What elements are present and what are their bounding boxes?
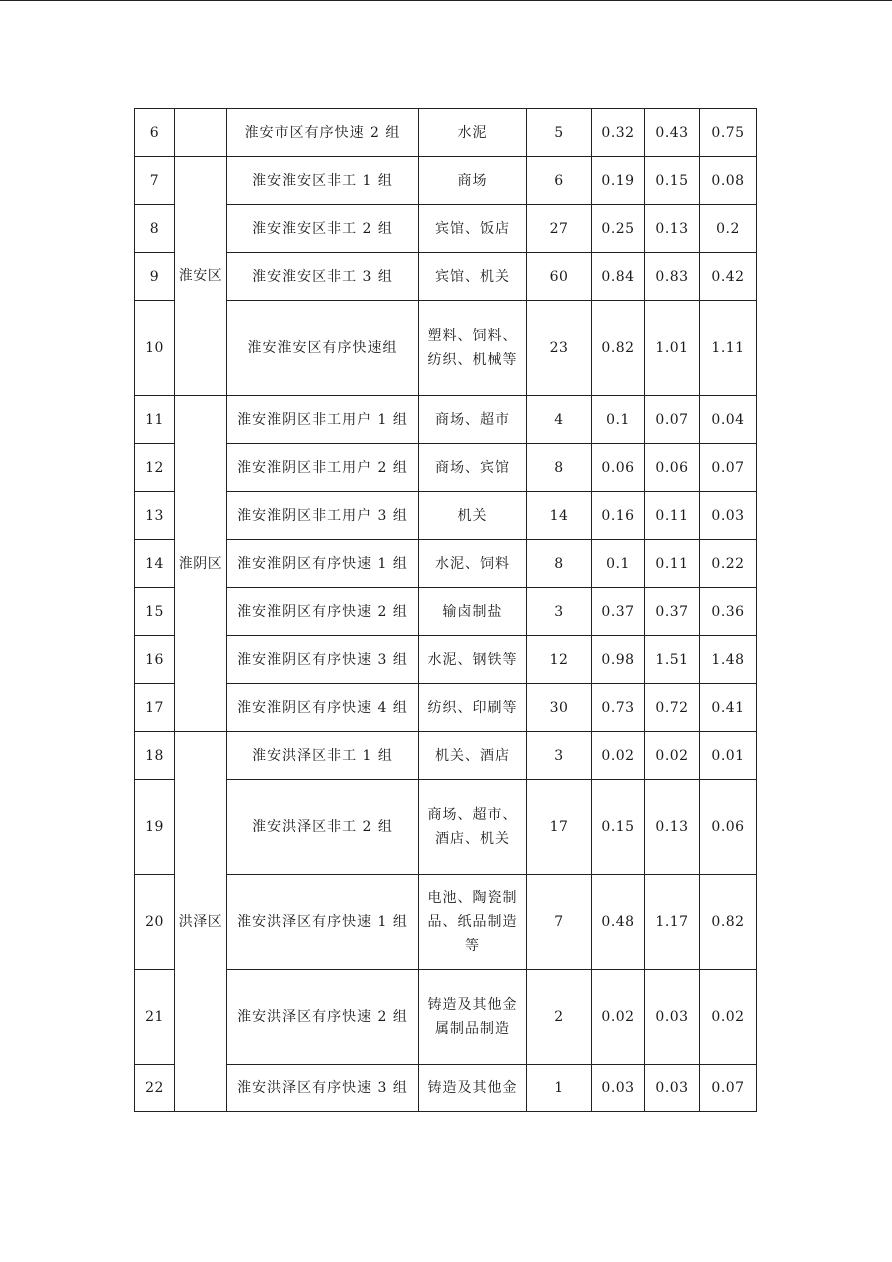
industry: 宾馆、机关 [419, 253, 527, 301]
value-3: 0.75 [700, 109, 757, 157]
group-name: 淮安淮阴区有序快速 4 组 [227, 684, 419, 732]
industry: 机关 [419, 492, 527, 540]
industry: 输卤制盐 [419, 588, 527, 636]
row-number: 16 [135, 636, 175, 684]
table-row [135, 444, 757, 492]
group-name: 淮安洪泽区有序快速 2 组 [227, 970, 419, 1065]
user-count: 6 [527, 157, 592, 205]
value-3: 0.2 [700, 205, 757, 253]
value-1: 0.03 [592, 1065, 645, 1112]
table-row [135, 780, 757, 875]
value-2: 0.15 [645, 157, 700, 205]
industry: 水泥、钢铁等 [419, 636, 527, 684]
district-cell: 淮安区 [175, 157, 227, 396]
industry: 商场、超市、酒店、机关 [419, 780, 527, 875]
group-name: 淮安洪泽区非工 1 组 [227, 732, 419, 780]
value-3: 0.01 [700, 732, 757, 780]
industry: 铸造及其他金 [419, 1065, 527, 1112]
value-2: 1.51 [645, 636, 700, 684]
value-1: 0.06 [592, 444, 645, 492]
row-number: 17 [135, 684, 175, 732]
industry: 宾馆、饭店 [419, 205, 527, 253]
value-2: 0.02 [645, 732, 700, 780]
row-number: 20 [135, 875, 175, 970]
value-3: 0.08 [700, 157, 757, 205]
district-cell: 洪泽区 [175, 732, 227, 1112]
value-3: 0.07 [700, 1065, 757, 1112]
value-1: 0.48 [592, 875, 645, 970]
user-count: 23 [527, 301, 592, 396]
industry: 商场 [419, 157, 527, 205]
value-3: 1.48 [700, 636, 757, 684]
value-1: 0.84 [592, 253, 645, 301]
row-number: 8 [135, 205, 175, 253]
row-number: 15 [135, 588, 175, 636]
row-number: 19 [135, 780, 175, 875]
group-name: 淮安洪泽区非工 2 组 [227, 780, 419, 875]
user-count: 3 [527, 588, 592, 636]
value-1: 0.1 [592, 540, 645, 588]
user-count: 4 [527, 396, 592, 444]
row-number: 7 [135, 157, 175, 205]
value-1: 0.15 [592, 780, 645, 875]
industry: 商场、宾馆 [419, 444, 527, 492]
value-1: 0.37 [592, 588, 645, 636]
table-row [135, 588, 757, 636]
value-3: 0.04 [700, 396, 757, 444]
table-row [135, 157, 757, 205]
group-name: 淮安淮安区非工 2 组 [227, 205, 419, 253]
value-1: 0.1 [592, 396, 645, 444]
value-1: 0.32 [592, 109, 645, 157]
table-row [135, 684, 757, 732]
table-row [135, 540, 757, 588]
row-number: 18 [135, 732, 175, 780]
table-row [135, 732, 757, 780]
row-number: 6 [135, 109, 175, 157]
user-count: 3 [527, 732, 592, 780]
table-row [135, 253, 757, 301]
value-1: 0.82 [592, 301, 645, 396]
value-1: 0.73 [592, 684, 645, 732]
value-3: 0.41 [700, 684, 757, 732]
industry: 机关、酒店 [419, 732, 527, 780]
user-count: 8 [527, 540, 592, 588]
group-name: 淮安淮阴区非工用户 3 组 [227, 492, 419, 540]
user-count: 27 [527, 205, 592, 253]
industry: 铸造及其他金属制品制造 [419, 970, 527, 1065]
group-name: 淮安淮阴区非工用户 1 组 [227, 396, 419, 444]
value-1: 0.19 [592, 157, 645, 205]
group-name: 淮安洪泽区有序快速 3 组 [227, 1065, 419, 1112]
value-2: 0.43 [645, 109, 700, 157]
row-number: 9 [135, 253, 175, 301]
value-3: 0.07 [700, 444, 757, 492]
user-count: 17 [527, 780, 592, 875]
value-2: 0.13 [645, 780, 700, 875]
table-row [135, 636, 757, 684]
value-2: 0.37 [645, 588, 700, 636]
row-number: 10 [135, 301, 175, 396]
value-3: 0.36 [700, 588, 757, 636]
group-name: 淮安淮阴区有序快速 2 组 [227, 588, 419, 636]
value-3: 0.22 [700, 540, 757, 588]
table-row [135, 970, 757, 1065]
table-row [135, 492, 757, 540]
row-number: 21 [135, 970, 175, 1065]
value-1: 0.25 [592, 205, 645, 253]
industry: 水泥、饲料 [419, 540, 527, 588]
row-number: 12 [135, 444, 175, 492]
value-3: 1.11 [700, 301, 757, 396]
industry: 电池、陶瓷制品、纸品制造等 [419, 875, 527, 970]
group-name: 淮安淮安区有序快速组 [227, 301, 419, 396]
industry: 商场、超市 [419, 396, 527, 444]
value-1: 0.16 [592, 492, 645, 540]
page-top-border [0, 0, 892, 1]
group-name: 淮安淮阴区非工用户 2 组 [227, 444, 419, 492]
user-count: 14 [527, 492, 592, 540]
value-2: 0.11 [645, 492, 700, 540]
row-number: 11 [135, 396, 175, 444]
value-2: 1.01 [645, 301, 700, 396]
user-count: 8 [527, 444, 592, 492]
row-number: 14 [135, 540, 175, 588]
industry: 纺织、印刷等 [419, 684, 527, 732]
table-row [135, 875, 757, 970]
table-row [135, 205, 757, 253]
load-group-table [134, 108, 757, 1112]
user-count: 5 [527, 109, 592, 157]
user-count: 1 [527, 1065, 592, 1112]
value-2: 0.83 [645, 253, 700, 301]
user-count: 2 [527, 970, 592, 1065]
group-name: 淮安淮安区非工 3 组 [227, 253, 419, 301]
table-row [135, 396, 757, 444]
value-1: 0.02 [592, 970, 645, 1065]
value-2: 0.11 [645, 540, 700, 588]
table-row [135, 1065, 757, 1112]
user-count: 60 [527, 253, 592, 301]
value-2: 0.03 [645, 970, 700, 1065]
row-number: 13 [135, 492, 175, 540]
industry: 塑料、饲料、纺织、机械等 [419, 301, 527, 396]
user-count: 12 [527, 636, 592, 684]
value-3: 0.02 [700, 970, 757, 1065]
industry: 水泥 [419, 109, 527, 157]
group-name: 淮安淮阴区有序快速 3 组 [227, 636, 419, 684]
value-2: 0.03 [645, 1065, 700, 1112]
row-number: 22 [135, 1065, 175, 1112]
user-count: 30 [527, 684, 592, 732]
value-2: 0.06 [645, 444, 700, 492]
district-cell: 淮阴区 [175, 396, 227, 732]
group-name: 淮安洪泽区有序快速 1 组 [227, 875, 419, 970]
value-3: 0.06 [700, 780, 757, 875]
table-row [135, 109, 757, 157]
table-row [135, 301, 757, 396]
value-3: 0.03 [700, 492, 757, 540]
group-name: 淮安淮安区非工 1 组 [227, 157, 419, 205]
district-cell [175, 109, 227, 157]
value-3: 0.82 [700, 875, 757, 970]
group-name: 淮安淮阴区有序快速 1 组 [227, 540, 419, 588]
user-count: 7 [527, 875, 592, 970]
value-2: 0.72 [645, 684, 700, 732]
group-name: 淮安市区有序快速 2 组 [227, 109, 419, 157]
value-2: 0.07 [645, 396, 700, 444]
value-3: 0.42 [700, 253, 757, 301]
value-1: 0.98 [592, 636, 645, 684]
value-2: 0.13 [645, 205, 700, 253]
value-2: 1.17 [645, 875, 700, 970]
value-1: 0.02 [592, 732, 645, 780]
